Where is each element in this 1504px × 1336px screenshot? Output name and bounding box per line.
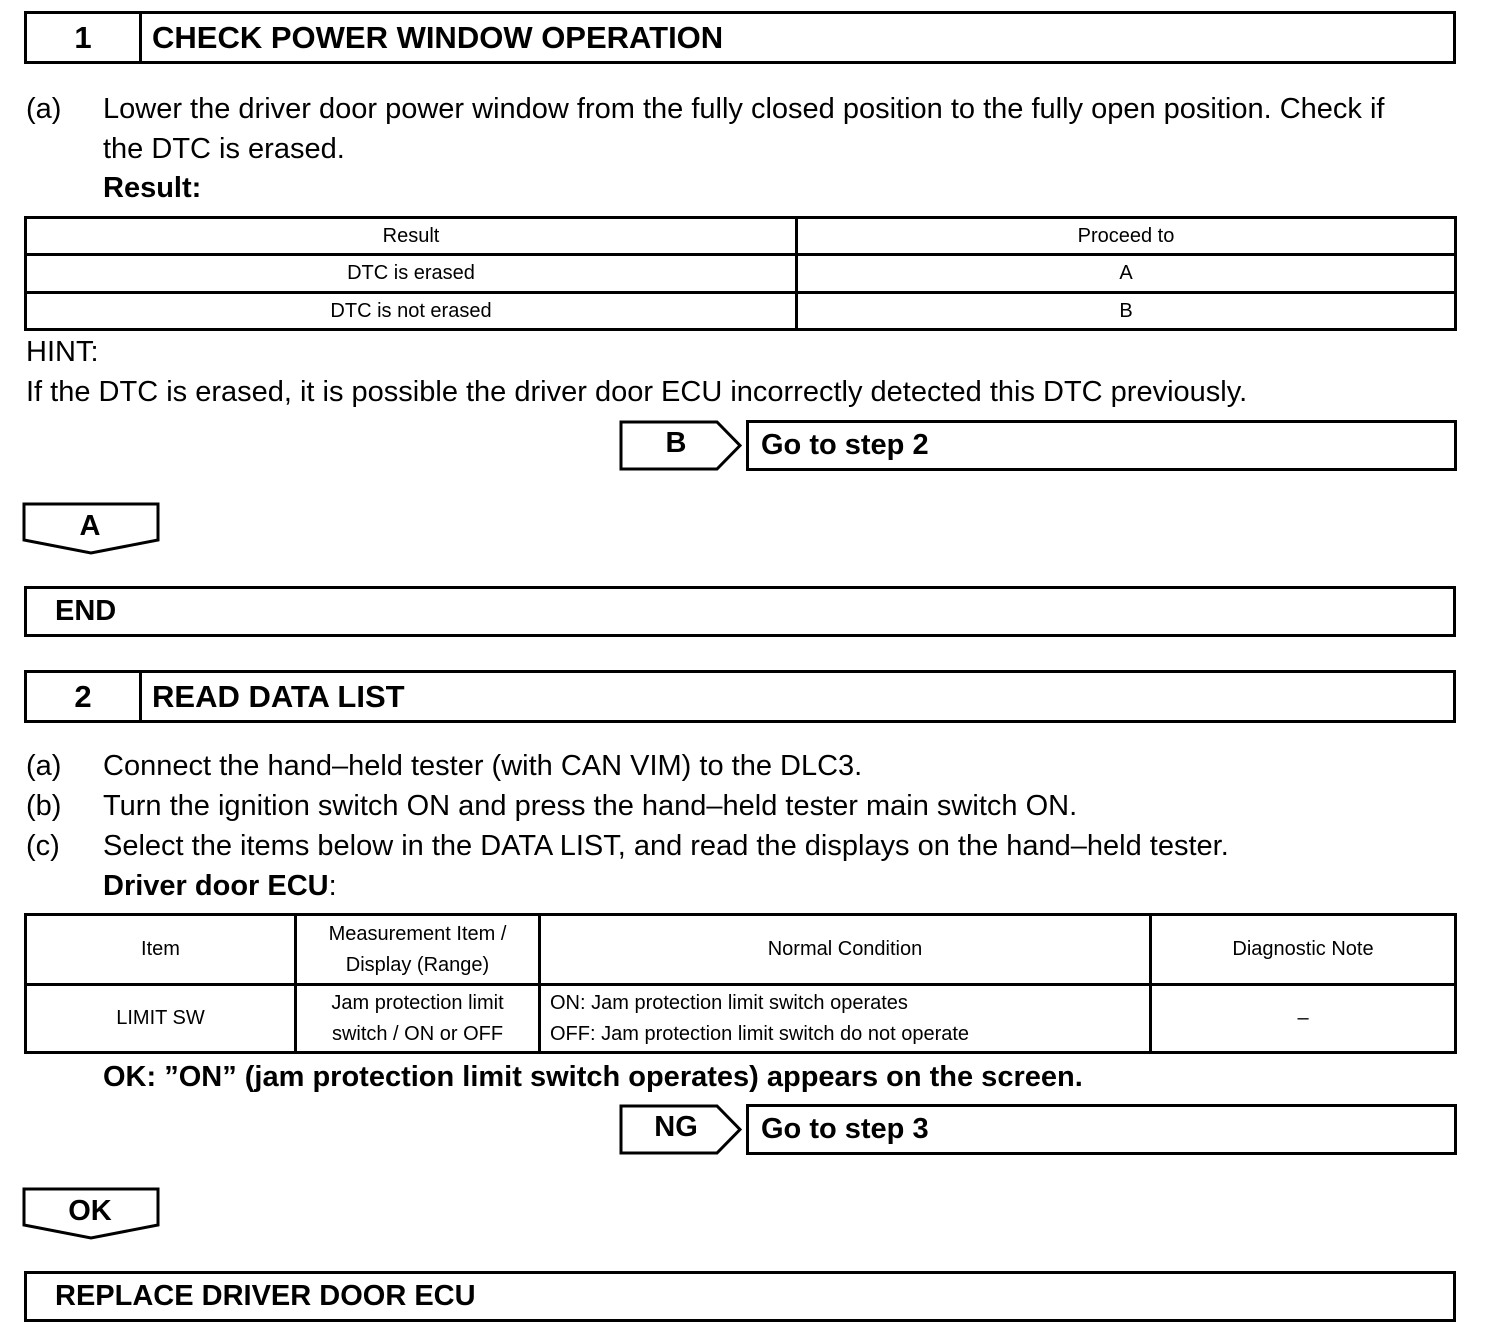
table-header-row [26, 218, 1456, 255]
step2-ok-text: OK: ”ON” (jam protection limit switch operates) appears on the screen. [103, 1061, 1083, 1093]
step2-subtitle-text: Driver door ECU [103, 870, 329, 902]
step2-title: READ DATA LIST [152, 678, 405, 714]
step2-item-c-label: (c) [26, 830, 60, 862]
branch-ng-target[interactable]: Go to step 3 [746, 1104, 1457, 1155]
table-row [26, 985, 1456, 1053]
replace-ecu-label: REPLACE DRIVER DOOR ECU [55, 1280, 476, 1312]
table-header-measurement-line1: Measurement Item / [328, 922, 507, 945]
end-box [24, 586, 1456, 637]
step1-header [24, 11, 1456, 64]
step1-result-table [24, 216, 1457, 331]
table-header-measurement [296, 915, 540, 985]
step2-subtitle-colon: : [328, 870, 337, 902]
table-cell: DTC is erased [26, 255, 797, 293]
table-cell: A [797, 255, 1456, 293]
table-cell-note: – [1151, 985, 1456, 1053]
step1-item-a-label: (a) [26, 93, 62, 125]
table-row [26, 255, 1456, 293]
step2-item-c-text: Select the items below in the DATA LIST, and read the displays on the hand–held tester. [103, 830, 1229, 862]
table-cell-measurement [296, 985, 540, 1053]
step2-number: 2 [27, 673, 142, 720]
step1-title: CHECK POWER WINDOW OPERATION [152, 19, 724, 55]
table-header-normal: Normal Condition [540, 915, 1151, 985]
end-label: END [55, 595, 117, 627]
data-list-table [24, 913, 1457, 1054]
table-cell: B [797, 293, 1456, 330]
step1-number: 1 [27, 14, 142, 61]
branch-b-target[interactable]: Go to step 2 [746, 420, 1457, 471]
step2-subtitle [103, 866, 337, 906]
branch-ok-label: OK [68, 1195, 112, 1227]
step2-item-b-label: (b) [26, 790, 62, 822]
table-cell-normal [540, 985, 1151, 1053]
table-cell-normal-line1: ON: Jam protection limit switch operates [550, 991, 908, 1014]
table-header-result: Result [26, 218, 797, 255]
branch-b-label: B [665, 427, 687, 459]
step1-hint-label: HINT: [26, 336, 99, 368]
branch-ng-label: NG [654, 1111, 698, 1143]
table-row [26, 293, 1456, 330]
table-cell-normal-line2: OFF: Jam protection limit switch do not operate [550, 1022, 970, 1045]
step1-result-label: Result: [103, 172, 202, 204]
table-cell-measurement-line1: Jam protection limit [331, 991, 504, 1014]
table-header-proceed: Proceed to [797, 218, 1456, 255]
replace-ecu-box [24, 1271, 1456, 1322]
table-cell-measurement-line2: switch / ON or OFF [331, 1022, 504, 1045]
step1-item-a-line2: the DTC is erased. [103, 133, 345, 165]
step1-hint-text: If the DTC is erased, it is possible the driver door ECU incorrectly detected this DTC previously. [26, 376, 1248, 408]
step2-item-a-label: (a) [26, 750, 62, 782]
table-cell: DTC is not erased [26, 293, 797, 330]
table-header-item: Item [26, 915, 296, 985]
branch-a-label: A [79, 510, 101, 542]
step2-header [24, 670, 1456, 723]
step2-item-a-text: Connect the hand–held tester (with CAN VIM) to the DLC3. [103, 750, 863, 782]
table-cell-item: LIMIT SW [26, 985, 296, 1053]
table-header-measurement-line2: Display (Range) [345, 953, 490, 976]
table-header-note: Diagnostic Note [1151, 915, 1456, 985]
step1-item-a-line1: Lower the driver door power window from the fully closed position to the fully open position. Check if [103, 93, 1385, 125]
table-header-row [26, 915, 1456, 985]
step2-item-b-text: Turn the ignition switch ON and press the hand–held tester main switch ON. [103, 790, 1078, 822]
